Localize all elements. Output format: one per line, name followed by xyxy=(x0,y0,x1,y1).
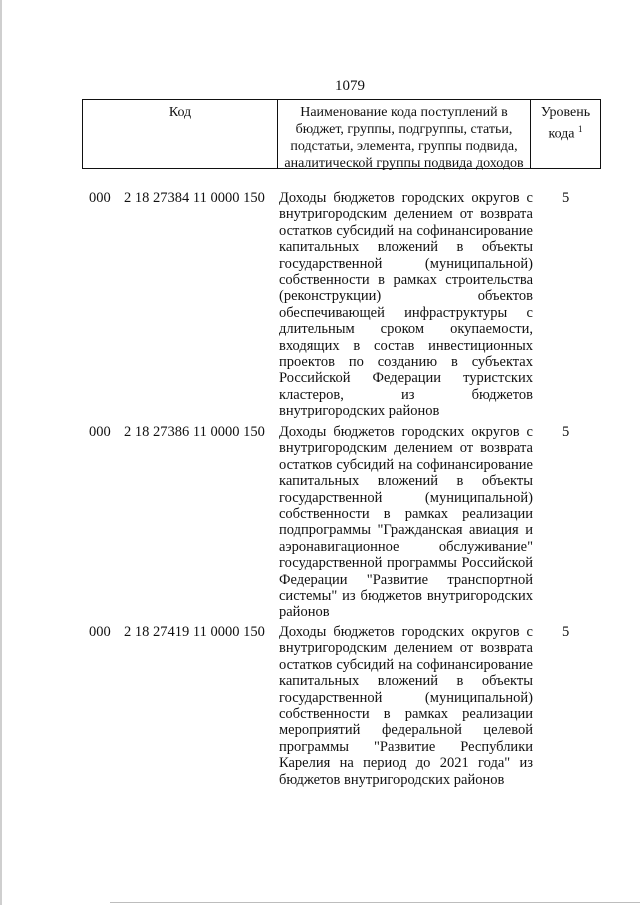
description-line: системы" из бюджетов внутригородских xyxy=(279,587,533,604)
header-name-cell xyxy=(278,100,531,171)
header-level-cell xyxy=(531,100,600,168)
description-line: проектов по созданию в субъектах xyxy=(279,353,533,370)
header-level-line1: Уровень xyxy=(540,105,591,120)
description-line: собственности в рамках реализации xyxy=(279,705,533,722)
page-number: 1079 xyxy=(335,78,365,94)
row-prefix: 000 xyxy=(89,190,111,206)
description-line: длительным сроком окупаемости, xyxy=(279,321,533,338)
header-name-line: подстатьи, элемента, группы подвида, xyxy=(290,139,518,154)
description-line: Доходы бюджетов городских округов с xyxy=(279,424,533,440)
description-line: собственности в рамках реализации xyxy=(279,505,533,522)
header-name-line: бюджет, группы, подгруппы, статьи, xyxy=(295,122,513,137)
description-line: программы "Развитие Республики xyxy=(279,738,533,755)
row-level: 5 xyxy=(562,624,570,640)
description-line: районов xyxy=(279,604,330,621)
description-line: бюджетов внутригородских районов xyxy=(279,771,505,788)
description-line: Федерации "Развитие транспортной xyxy=(279,571,533,588)
description-line: остатков субсидий на софинансирование xyxy=(279,656,533,673)
header-name-line: Наименование кода поступлений в xyxy=(300,105,508,120)
description-line: остатков субсидий на софинансирование xyxy=(279,222,533,239)
description-line: обеспечивающей инфраструктуры с xyxy=(279,304,533,321)
description-line: капитальных вложений в объекты xyxy=(279,673,533,690)
header-name-line: аналитической группы подвида доходов xyxy=(284,156,524,171)
header-level-line2 xyxy=(531,121,600,143)
row-description xyxy=(279,624,533,788)
table-row xyxy=(0,424,640,621)
table-row xyxy=(0,190,640,420)
description-line: Доходы бюджетов городских округов с xyxy=(279,624,533,640)
description-line: государственной программы Российской xyxy=(279,555,533,572)
description-line: мероприятий федеральной целевой xyxy=(279,722,533,739)
description-line: внутригородским делением от возврата xyxy=(279,440,533,457)
scan-bottom-edge xyxy=(110,902,640,903)
description-line: аэронавигационное обслуживание" xyxy=(279,538,533,555)
description-line: капитальных вложений в объекты xyxy=(279,473,533,490)
table-row xyxy=(0,624,640,788)
row-code: 2 18 27386 11 0000 150 xyxy=(124,424,265,440)
header-code-cell: Код xyxy=(83,100,278,168)
description-line: Российской Федерации туристских xyxy=(279,370,533,387)
row-level: 5 xyxy=(562,190,570,206)
row-code: 2 18 27384 11 0000 150 xyxy=(124,190,265,206)
description-line: капитальных вложений в объекты xyxy=(279,239,533,256)
description-line: кластеров, из бюджетов xyxy=(279,386,533,403)
description-line: Карелия на период до 2021 года" из xyxy=(279,755,533,772)
description-line: остатков субсидий на софинансирование xyxy=(279,456,533,473)
row-prefix: 000 xyxy=(89,624,111,640)
row-description xyxy=(279,190,533,419)
description-line: государственной (муниципальной) xyxy=(279,255,533,272)
description-line: входящих в состав инвестиционных xyxy=(279,337,533,354)
header-level-word: кода xyxy=(548,126,575,142)
row-description xyxy=(279,424,533,621)
description-line: подпрограммы "Гражданская авиация и xyxy=(279,522,533,539)
table-header xyxy=(82,99,601,169)
description-line: внутригородским делением от возврата xyxy=(279,206,533,223)
row-code: 2 18 27419 11 0000 150 xyxy=(124,624,265,640)
row-level: 5 xyxy=(562,424,570,440)
description-line: внутригородских районов xyxy=(279,403,440,420)
description-line: внутригородским делением от возврата xyxy=(279,640,533,657)
description-line: Доходы бюджетов городских округов с xyxy=(279,190,533,206)
description-line: государственной (муниципальной) xyxy=(279,489,533,506)
description-line: собственности в рамках строительства xyxy=(279,271,533,288)
footnote-marker: 1 xyxy=(578,124,583,134)
description-line: (реконструкции) объектов xyxy=(279,288,533,305)
description-line: государственной (муниципальной) xyxy=(279,689,533,706)
row-prefix: 000 xyxy=(89,424,111,440)
